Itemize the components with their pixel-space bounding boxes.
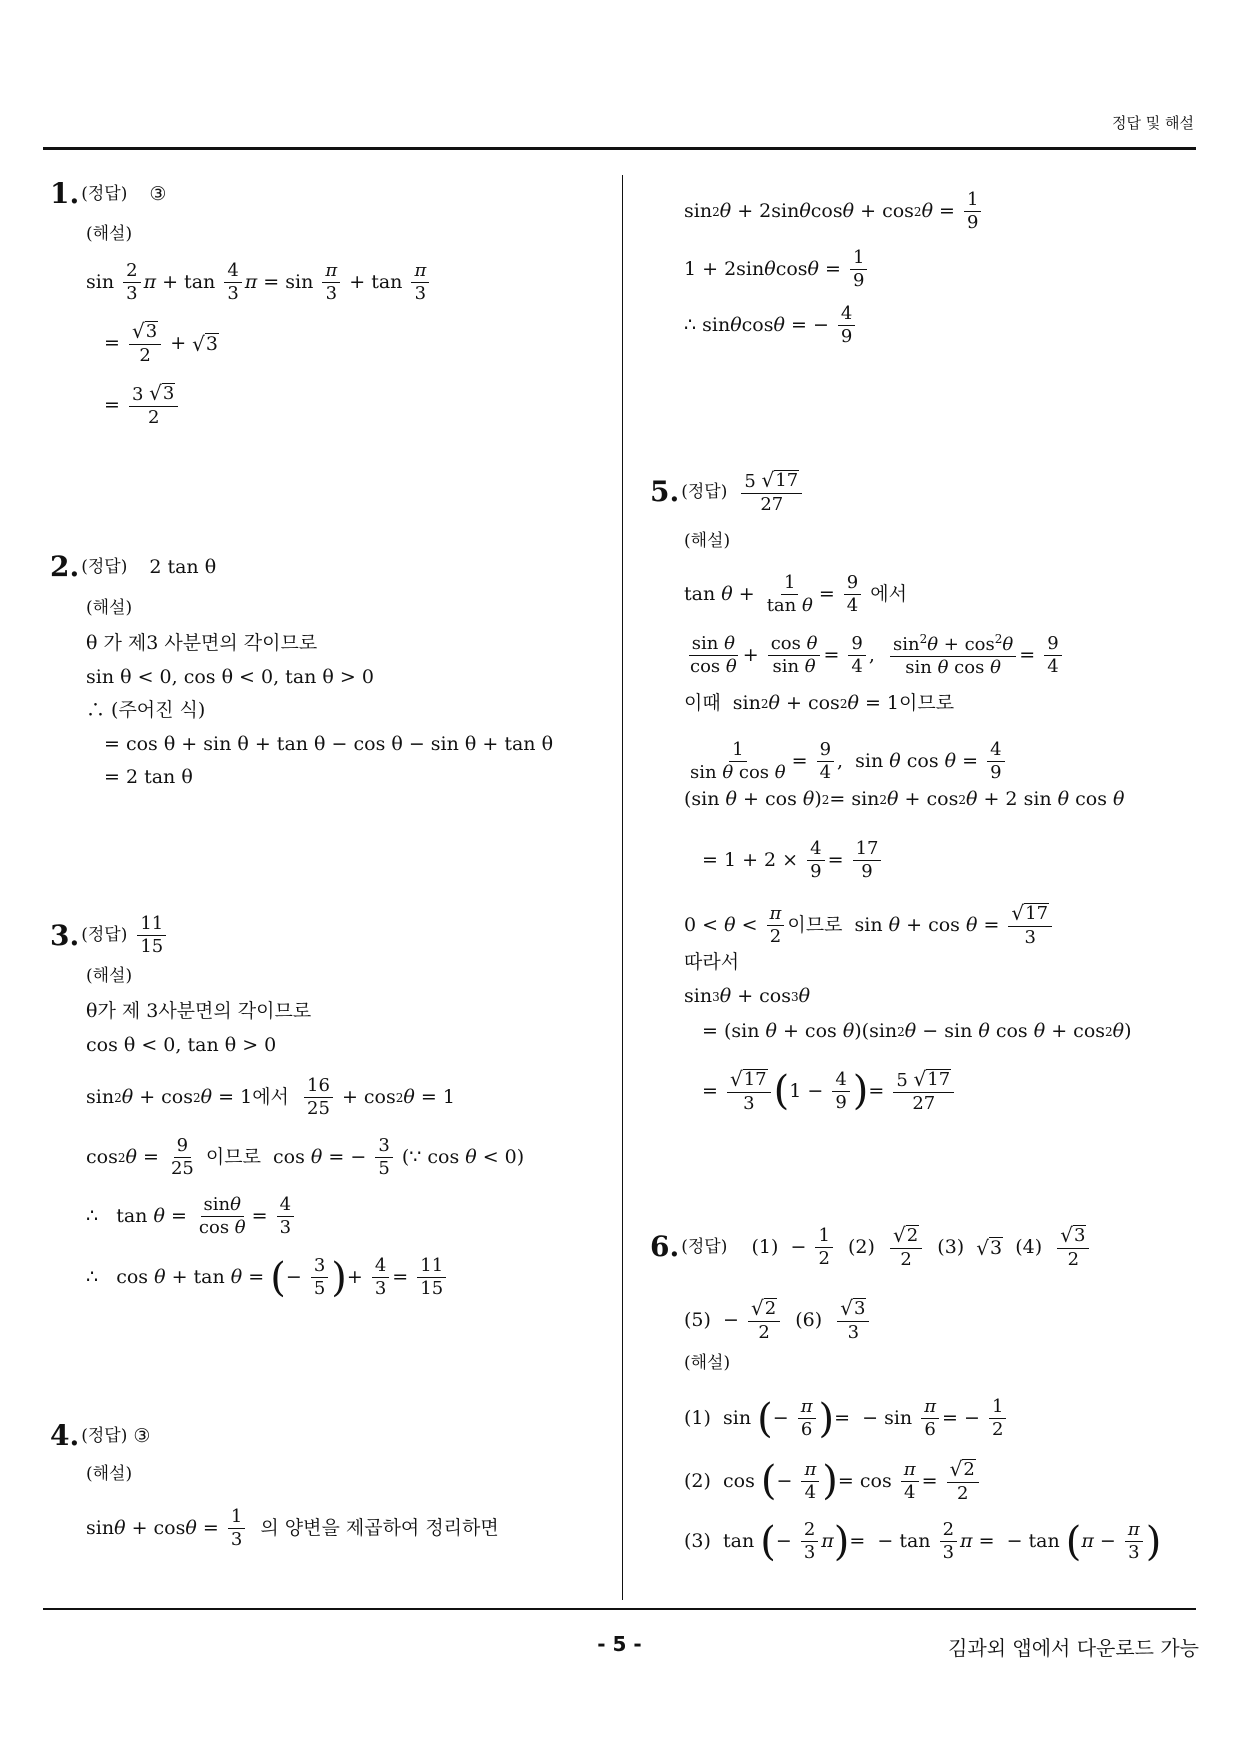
q3-line1: θ가 제 3사분면의 각이므로 <box>86 1000 312 1022</box>
q5-line6: = 1 + 2 × 4 9 = 17 9 <box>702 840 884 881</box>
q5-imeuro2: 이므로 <box>787 913 843 936</box>
q5-imeuro: 이므로 <box>899 692 955 714</box>
q5-ittae: 이때 <box>684 692 721 714</box>
answer-label: (정답) <box>81 556 128 577</box>
q4-cont1: sin 2 θ + 2sin θ cos θ + cos 2 θ = 1 9 <box>684 191 984 232</box>
q5-line5: (sin θ + cos θ ) 2 = sin 2 θ + cos 2 θ + 2 sin θ cos θ <box>684 788 1125 810</box>
explain-label: (해설) <box>86 224 133 244</box>
answer-label: (정답) <box>81 925 128 945</box>
q5-line7: 0 < θ < π 2 이므로 sin θ + cos θ = √ 17 3 <box>684 903 1055 947</box>
explain-label: (해설) <box>86 966 133 986</box>
page-header-title: 정답 및 해설 <box>1112 114 1194 132</box>
explain-label: (해설) <box>684 531 731 551</box>
answer-label: (정답) <box>81 183 128 204</box>
q5-line11: = √ 17 3 ( 1 − 4 9 ) = 5 √ 17 27 <box>702 1069 957 1113</box>
bottom-rule <box>43 1608 1196 1610</box>
q1-line2: = √ 3 2 + √ 3 <box>104 319 219 366</box>
q2-line2: sin θ < 0, cos θ < 0, tan θ > 0 <box>86 666 374 688</box>
q4-line1: sin θ + cos θ = 1 3 의 양변을 제곱하여 정리하면 <box>86 1506 499 1550</box>
q3-line6: ∴ cos θ + tan θ = ( − 3 5 ) + 4 3 = 11 15 <box>86 1257 449 1298</box>
q5-heading: 5. (정답) 5 √ 17 27 <box>650 470 805 514</box>
q2-line4: = cos θ + sin θ + tan θ − cos θ − sin θ + tan θ <box>104 733 554 755</box>
q6-line2: (5) − √ 2 2 (6) √ 3 3 <box>684 1298 872 1342</box>
answer-label: (정답) <box>81 1425 128 1446</box>
q5-number: 5. <box>650 475 680 508</box>
q3-line3: sin 2 θ + cos 2 θ = 1 에서 16 25 + cos 2 θ = 1 <box>86 1075 455 1119</box>
q2-line3: ∴ (주어진 식) <box>86 699 206 721</box>
q5-line3: 이때 sin 2 θ + cos 2 θ = 1 이므로 <box>684 692 955 714</box>
q2-number: 2. <box>50 550 80 583</box>
q1-heading <box>50 177 167 210</box>
q3-heading: 3. (정답) 11 15 <box>50 915 169 956</box>
q5-line10: = (sin θ + cos θ )(sin 2 θ − sin θ cos θ + cos 2 θ ) <box>702 1020 1132 1042</box>
q5-line1: tan θ + 1 tan θ = 9 4 에서 <box>684 572 908 616</box>
q3-number: 3. <box>50 918 80 952</box>
q4-heading <box>50 1419 151 1452</box>
q2-heading <box>50 550 217 583</box>
q5-line2: sin θ cos θ + cos θ sin θ = 9 4 , $\sin^2\theta + \cos^2\theta$ sin θ cos θ = 9 4 <box>684 633 1065 677</box>
q6-sol1: (1) sin ( − π 6 ) = − sin π 6 = − 1 2 <box>684 1398 1009 1439</box>
q5-line8: 따라서 <box>684 951 740 973</box>
q3-line4: cos 2 θ = 9 25 이므로 cos θ = − 3 5 (∵ cos θ < 0) <box>86 1135 525 1179</box>
q5-eseo: 에서 <box>870 583 908 605</box>
q3-line5: ∴ tan θ = sinθ cos θ = 4 3 <box>86 1196 297 1237</box>
q6-sol3: (3) tan ( − 2 3 π ) = − tan 2 3 π = − tan ( π − π 3 ) <box>684 1518 1162 1565</box>
explain-label: (해설) <box>684 1353 731 1373</box>
answer-label: (정답) <box>681 1236 728 1257</box>
explain-label: (해설) <box>86 1464 133 1484</box>
q6-sol2: (2) cos ( − π 4 ) = cos π 4 = √ 2 2 <box>684 1459 982 1503</box>
q3-eseo: 에서 <box>252 1086 289 1108</box>
q4-cont3: ∴ sin θ cos θ = − 4 9 <box>684 305 858 346</box>
answer-label: (정답) <box>681 481 728 502</box>
q1-number: 1. <box>50 177 80 210</box>
top-rule <box>43 147 1196 150</box>
q3-imeuro: 이므로 <box>205 1146 261 1168</box>
q2-line1: θ 가 제3 사분면의 각이므로 <box>86 632 318 654</box>
q2-line5: = 2 tan θ <box>104 766 193 788</box>
explain-label: (해설) <box>86 598 133 618</box>
q1-line3: = 3 √ 3 2 <box>104 383 181 427</box>
q5-line9: sin 3 θ + cos 3 θ <box>684 985 811 1007</box>
footer-brand: 김과외 앱에서 다운로드 가능 <box>948 1636 1199 1660</box>
q4-tail: 의 양변을 제곱하여 정리하면 <box>260 1517 499 1539</box>
q2-answer: 2 tan θ <box>149 555 217 578</box>
q6-heading: 6. (정답) (1) − 1 2 (2) √ 2 2 (3) √ 3 (4) √ 3 2 <box>650 1225 1092 1269</box>
column-divider <box>622 175 623 1600</box>
q4-answer: ③ <box>133 1424 151 1447</box>
q3-line2: cos θ < 0, tan θ > 0 <box>86 1034 277 1056</box>
q4-number: 4. <box>50 1419 80 1452</box>
q1-answer: ③ <box>149 182 167 205</box>
q1-line1: sin 2 3 π + tan 4 3 π = sin π 3 + tan π 3 <box>86 262 432 303</box>
q5-line4: 1 sin θ cos θ = 9 4 , sin θ cos θ = 4 9 <box>684 741 1008 782</box>
q4-cont2: 1 + 2sin θ cos θ = 1 9 <box>684 249 870 290</box>
q6-number: 6. <box>650 1230 680 1263</box>
page-number: - 5 - <box>597 1632 642 1656</box>
